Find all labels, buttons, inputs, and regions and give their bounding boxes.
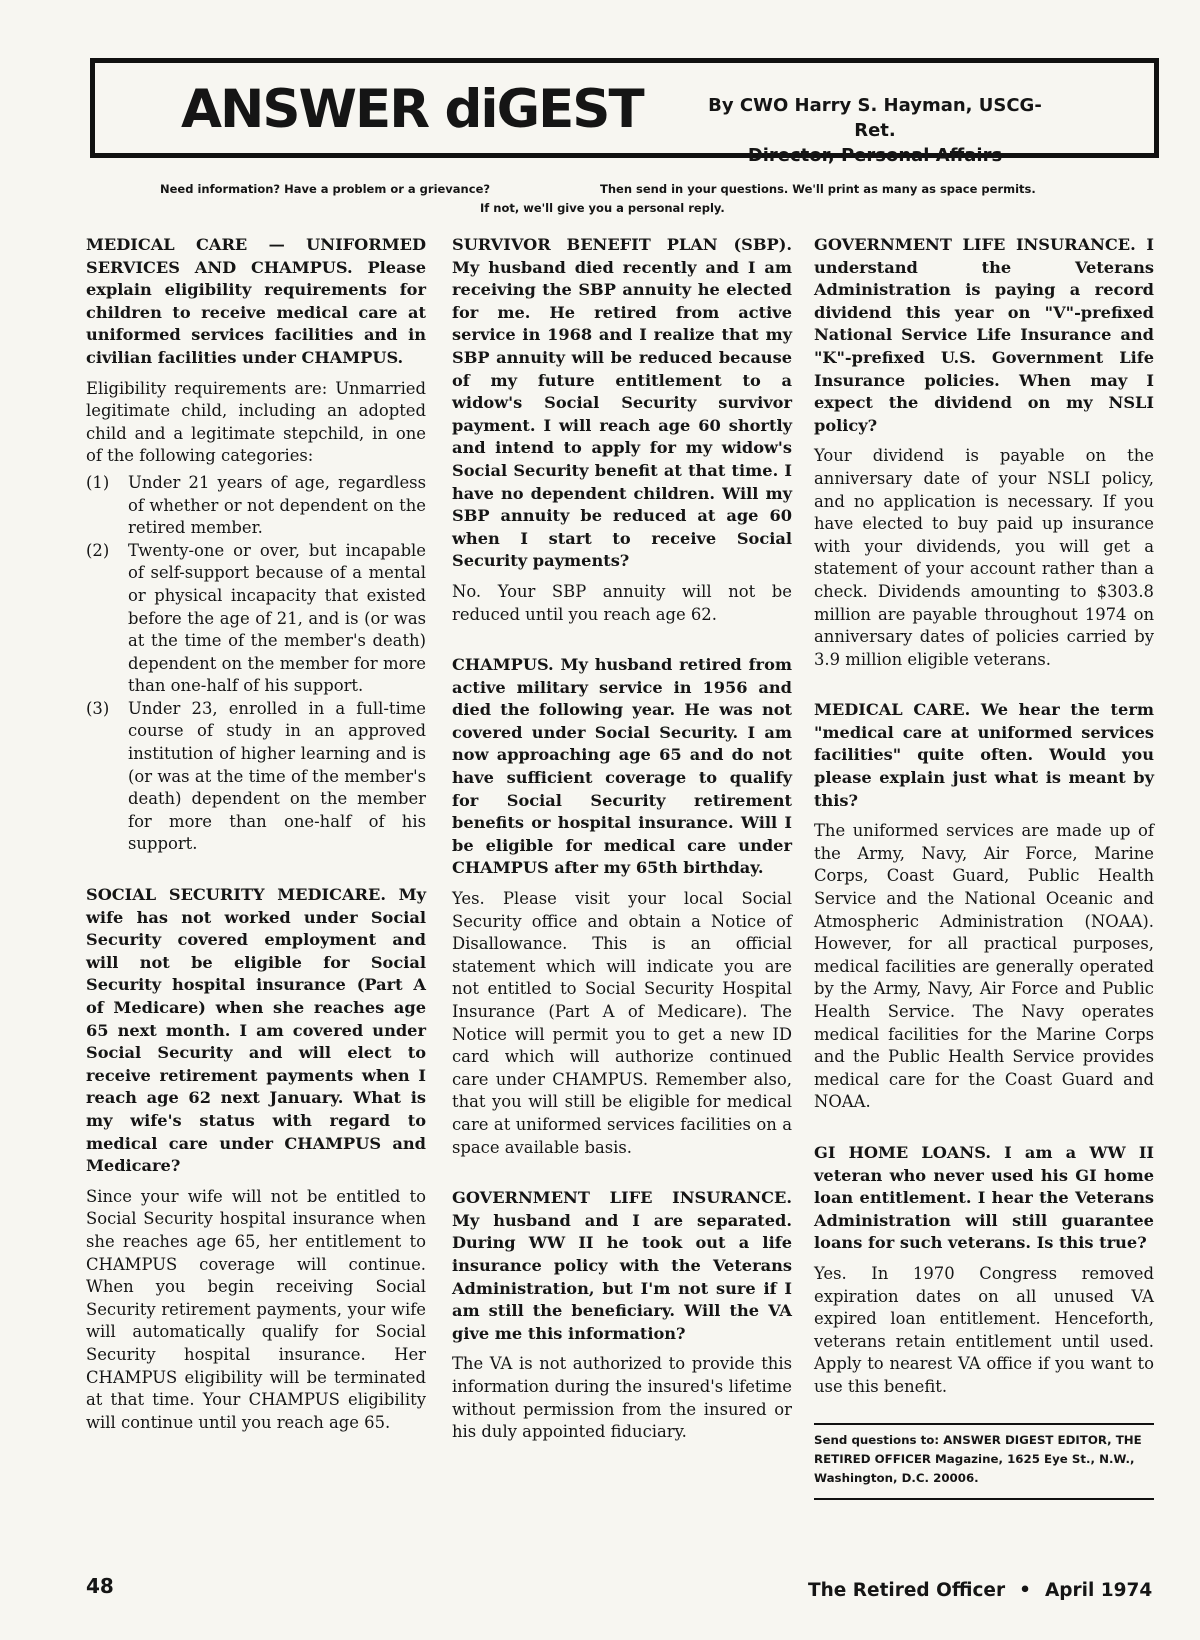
issue-date: April 1974 [1044,1580,1153,1601]
list-item-text: Under 23, enrolled in a full-time course of study in an approved institution of higher learning and is (or was at the time of the member's death) dependent on the member for more than one-half of his support. [128,698,426,854]
question-nsli-dividend: GOVERNMENT LIFE INSURANCE. I understand the Veterans Administration is paying a record dividend this year on "V"-prefixed National Service Life Insurance and "K"-prefixed U.S. Government Life Insurance policies. When may I expect the dividend on my NSLI policy? [814,235,1154,435]
byline-author: By CWO Harry S. Hayman, USCG-Ret. [708,95,1042,141]
answer-medical-care-facilities: The uniformed services are made up of the Army, Navy, Air Force, Marine Corps, Coast Guard, Public Health Service and the National Oceanic and Atmospheric Administration (NOAA). However, for all practical purposes, medical facilities are generally operated by the Army, Navy, Air Force and Public Health Service. The Navy operates medical facilities for the Marine Corps and the Public Health Service provides medical care for the Coast Guard and NOAA. [814,821,1154,1112]
page-number: 48 [86,1574,114,1598]
answer-survivor-benefit-plan: No. Your SBP annuity will not be reduced until you reach age 62. [452,581,792,624]
answer-digest-logo: ANSWER diGEST [181,79,643,140]
list-item-text: Under 21 years of age, regardless of whether or not dependent on the retired member. [128,472,426,538]
eligibility-list [86,472,426,856]
list-item [86,472,426,540]
answer-nsli-dividend: Your dividend is payable on the anniversary date of your NSLI policy, and no application is necessary. If you have elected to buy paid up insurance with your dividends, you will get a statement of your account rather than a check. Dividends amounting to $303.8 million are payable throughout 1974 on anniversary dates of policies carried by 3.9 million eligible veterans. [814,446,1154,669]
question-champus: CHAMPUS. My husband retired from active military service in 1956 and died the following year. He was not covered under Social Security. I am now approaching age 65 and do not have sufficient coverage to qualify for Social Security retirement benefits or hospital insurance. Will I be eligible for medical care under CHAMPUS after my 65th birthday. [452,655,792,878]
question-medical-care-champus: MEDICAL CARE — UNIFORMED SERVICES AND CHAMPUS. Please explain eligibility requirements for children to receive medical care at uniformed services facilities and in civilian facilities under CHAMPUS. [86,235,426,367]
bullet-separator: • [1019,1580,1031,1601]
tagline-right: Then send in your questions. We'll print as many as space permits. [600,182,1036,196]
byline [695,93,1055,168]
answer-government-life-insurance: The VA is not authorized to provide this information during the insured's lifetime without permission from the insured or his duly appointed fiduciary. [452,1354,792,1442]
list-item-text: Twenty-one or over, but incapable of self-support because of a mental or physical incapacity that existed before the age of 21, and is (or was at the time of the member's death) dependent on the member for more than one-half of his support. [128,540,426,696]
tagline-left: Need information? Have a problem or a grievance? [160,182,491,196]
magazine-name: The Retired Officer [808,1580,1006,1601]
question-survivor-benefit-plan: SURVIVOR BENEFIT PLAN (SBP). My husband died recently and I am receiving the SBP annuity he elected for me. He retired from active service in 1968 and I realize that my SBP annuity will be reduced because of my future entitlement to a widow's Social Security survivor payment. I will reach age 60 shortly and intend to apply for my widow's Social Security benefit at that time. I have no dependent children. Will my SBP annuity be reduced at age 60 when I start to receive Social Security payments? [452,235,792,571]
column-2 [452,234,792,1444]
footer-magazine-issue [808,1580,1152,1601]
byline-title: Director, Personal Affairs [747,145,1003,166]
answer-medical-care-champus: Eligibility requirements are: Unmarried legitimate child, including an adopted child and a legitimate stepchild, in one of the following categories: [86,378,426,466]
tagline-center: If not, we'll give you a personal reply. [480,201,725,215]
answer-social-security-medicare: Since your wife will not be entitled to Social Security hospital insurance when she reaches age 65, her entitlement to CHAMPUS coverage will continue. When you begin receiving Social Security retirement payments, your wife will automatically qualify for Social Security hospital insurance. Her CHAMPUS eligibility will be terminated at that time. Your CHAMPUS eligibility will continue until you reach age 65. [86,1186,426,1432]
list-item-number: (1) [86,472,110,492]
column-1 [86,234,426,1434]
column-3 [814,234,1154,1500]
question-gi-home-loans: GI HOME LOANS. I am a WW II veteran who never used his GI home loan entitlement. I hear the Veterans Administration will still guarantee loans for such veterans. Is this true? [814,1142,1154,1253]
list-item-number: (2) [86,540,110,560]
question-government-life-insurance: GOVERNMENT LIFE INSURANCE. My husband and I are separated. During WW II he took out a life insurance policy with the Veterans Administration, but I'm not sure if I am still the beneficiary. Will the VA give me this information? [452,1188,792,1343]
send-questions-box: Send questions to: ANSWER DIGEST EDITOR, THE RETIRED OFFICER Magazine, 1625 Eye St., N.W., Washington, D.C. 20006. [814,1423,1154,1500]
answer-gi-home-loans: Yes. In 1970 Congress removed expiration dates on all unused VA expired loan entitlement. Henceforth, veterans retain entitlement until used. Apply to nearest VA office if you want to use this benefit. [814,1263,1154,1396]
question-medical-care-facilities: MEDICAL CARE. We hear the term "medical care at uniformed services facilities" quite often. Would you please explain just what is meant by this? [814,700,1154,810]
list-item [86,540,426,698]
answer-champus: Yes. Please visit your local Social Security office and obtain a Notice of Disallowance. This is an official statement which will indicate you are not entitled to Social Security Hospital Insurance (Part A of Medicare). The Notice will permit you to get a new ID card which will authorize continued care under CHAMPUS. Remember also, that you will still be eligible for medical care at uniformed services facilities on a space available basis. [452,889,792,1157]
list-item [86,698,426,856]
question-social-security-medicare: SOCIAL SECURITY MEDICARE. My wife has not worked under Social Security covered employment and will not be eligible for Social Security hospital insurance (Part A of Medicare) when she reaches age 65 next month. I am covered under Social Security and will elect to receive retirement payments when I reach age 62 next January. What is my wife's status with regard to medical care under CHAMPUS and Medicare? [86,885,426,1176]
list-item-number: (3) [86,698,110,718]
header-box [90,58,1159,166]
